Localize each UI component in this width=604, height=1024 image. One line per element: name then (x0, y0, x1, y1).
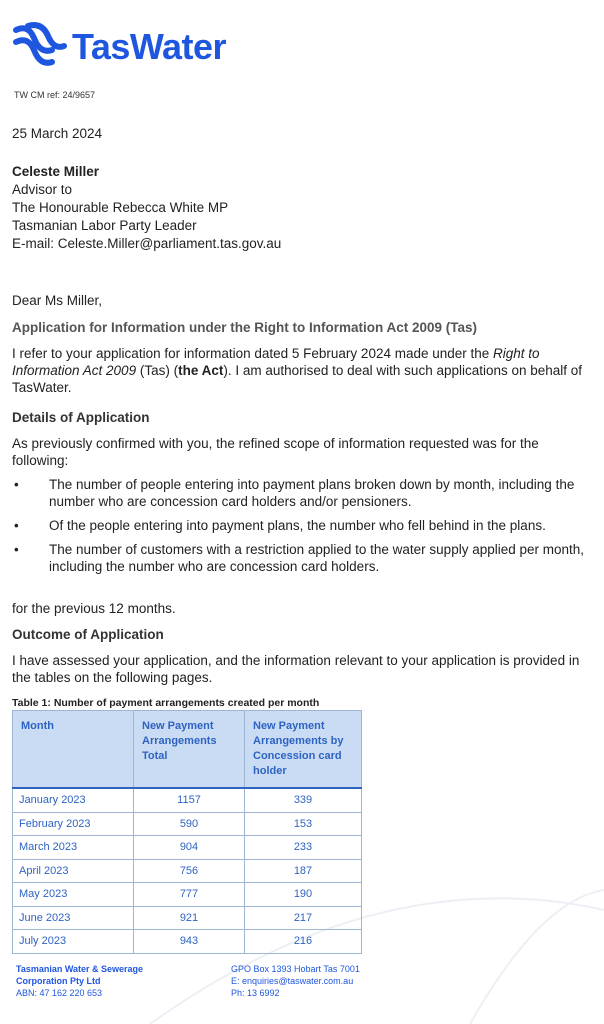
taswater-logo (12, 16, 252, 76)
total-cell: 590 (134, 812, 245, 836)
payment-arrangements-table (12, 710, 362, 954)
footer-line: Corporation Pty Ltd (16, 976, 101, 986)
concession-cell: 339 (245, 788, 362, 812)
recipient-email: E-mail: Celeste.Miller@parliament.tas.gov.au (12, 236, 282, 251)
footer-contact (231, 963, 360, 999)
concession-cell: 187 (245, 859, 362, 883)
month-cell: January 2023 (13, 788, 134, 812)
intro-paragraph (12, 345, 592, 396)
month-cell: May 2023 (13, 883, 134, 907)
table-row (13, 812, 362, 836)
month-cell: June 2023 (13, 906, 134, 930)
month-cell: April 2023 (13, 859, 134, 883)
table-row (13, 883, 362, 907)
salutation: Dear Ms Miller, (12, 293, 103, 308)
outcome-heading: Outcome of Application (12, 627, 164, 642)
footer-email: E: enquiries@taswater.com.au (231, 976, 354, 986)
concession-cell: 190 (245, 883, 362, 907)
details-lead: As previously confirmed with you, the refined scope of information requested was for the following: (12, 436, 539, 468)
list-item: • The number of customers with a restriction applied to the water supply applied per month, including the number who are concession card holders. (12, 541, 592, 575)
month-cell: February 2023 (13, 812, 134, 836)
column-header: New Payment Arrangements by Concession card holder (245, 711, 362, 789)
intro-text: I refer to your application for information dated 5 February 2024 made under the (12, 346, 494, 361)
recipient-address (12, 163, 281, 253)
total-cell: 921 (134, 906, 245, 930)
concession-cell: 217 (245, 906, 362, 930)
intro-text: (Tas) ( (136, 363, 179, 378)
column-header: Month (13, 711, 134, 789)
total-cell: 943 (134, 930, 245, 954)
brand-name: TasWater (72, 26, 227, 67)
footer-line: Tasmanian Water & Sewerage (16, 964, 144, 974)
intro-text: ). I am authorised to deal with such applications on behalf of TasWater. (12, 363, 583, 395)
table-row (13, 906, 362, 930)
scope-list (12, 476, 592, 582)
recipient-line: Advisor to (12, 182, 73, 197)
month-cell: March 2023 (13, 836, 134, 860)
total-cell: 756 (134, 859, 245, 883)
list-item: • Of the people entering into payment plans, the number who fell behind in the plans. (12, 517, 592, 534)
recipient-name: Celeste Miller (12, 164, 100, 179)
details-heading: Details of Application (12, 410, 150, 425)
reference-number: TW CM ref: 24/9657 (14, 90, 96, 100)
table-row (13, 788, 362, 812)
act-short-name: the Act (178, 363, 224, 378)
concession-cell: 153 (245, 812, 362, 836)
total-cell: 777 (134, 883, 245, 907)
footer-address: GPO Box 1393 Hobart Tas 7001 (231, 964, 360, 974)
subject-line: Application for Information under the Right to Information Act 2009 (Tas) (12, 320, 478, 335)
table-row (13, 836, 362, 860)
table-row (13, 930, 362, 954)
month-cell: July 2023 (13, 930, 134, 954)
total-cell: 904 (134, 836, 245, 860)
table-caption: Table 1: Number of payment arrangements created per month (12, 697, 320, 709)
act-name: Right to Information Act 2009 (12, 346, 540, 378)
wave-logo-icon (12, 20, 68, 76)
recipient-line: The Honourable Rebecca White MP (12, 200, 229, 215)
outcome-paragraph: I have assessed your application, and the information relevant to your application is provided in the tables on the following pages. (12, 653, 580, 685)
table-header-row (13, 711, 362, 789)
concession-cell: 216 (245, 930, 362, 954)
footer-company (16, 963, 143, 999)
letter-date: 25 March 2024 (12, 126, 103, 141)
table-row (13, 859, 362, 883)
list-item: • The number of people entering into payment plans broken down by month, including the number who are concession card holders and/or pensioners. (12, 476, 592, 510)
column-header: New Payment Arrangements Total (134, 711, 245, 789)
recipient-line: Tasmanian Labor Party Leader (12, 218, 197, 233)
concession-cell: 233 (245, 836, 362, 860)
total-cell: 1157 (134, 788, 245, 812)
footer-phone: Ph: 13 6992 (231, 988, 280, 998)
footer-abn: ABN: 47 162 220 653 (16, 988, 103, 998)
details-tail: for the previous 12 months. (12, 601, 176, 616)
